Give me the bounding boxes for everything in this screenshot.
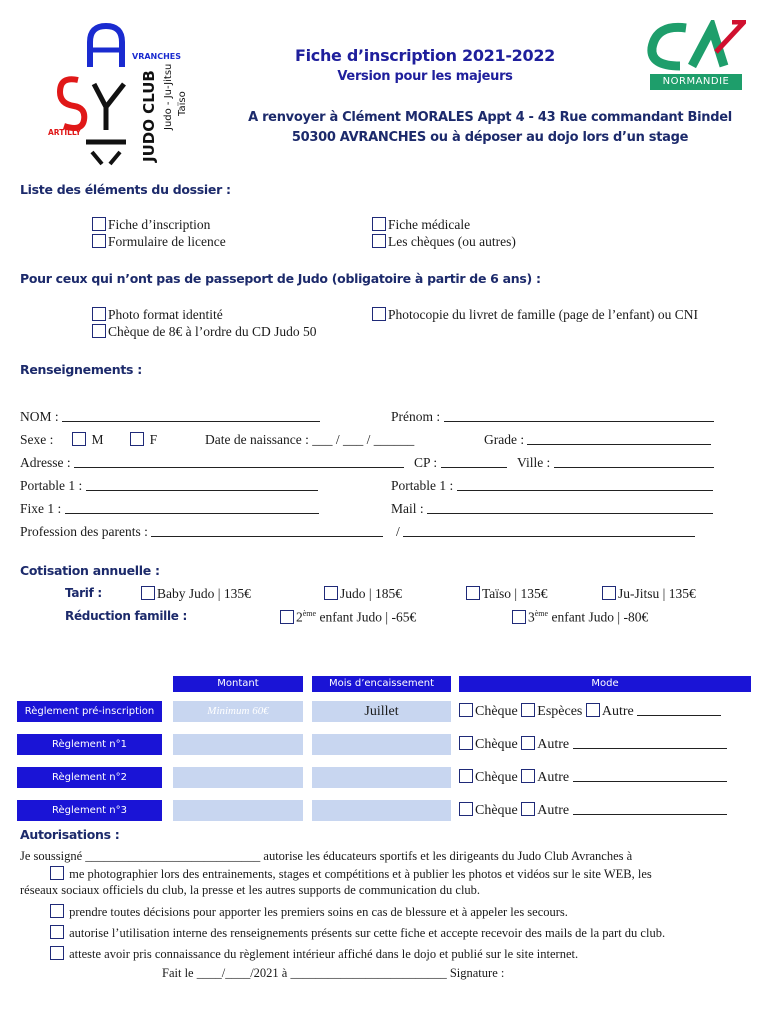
- checkbox[interactable]: [92, 324, 106, 338]
- signature-line[interactable]: Fait le ____/____/2021 à _________________________ Signature :: [162, 966, 505, 980]
- portable1b-field[interactable]: Portable 1 :: [391, 478, 713, 494]
- cheque-checkbox[interactable]: [459, 736, 473, 750]
- reduction-option-2[interactable]: 2ème enfant Judo | -65€: [280, 609, 416, 626]
- checkbox[interactable]: [92, 307, 106, 321]
- autre-input[interactable]: [573, 770, 727, 782]
- prenom-input[interactable]: [444, 410, 714, 422]
- mode-cell[interactable]: Chèque Autre: [459, 734, 751, 755]
- portable1-input[interactable]: [86, 479, 318, 491]
- cheque-checkbox[interactable]: [459, 802, 473, 816]
- ca-logo-name: NORMANDIE: [650, 74, 742, 90]
- cheque-checkbox[interactable]: [459, 703, 473, 717]
- tarif-option[interactable]: Ju-Jitsu | 135€: [602, 586, 696, 602]
- autre-checkbox[interactable]: [521, 769, 535, 783]
- ville-field[interactable]: Ville :: [517, 455, 714, 471]
- checkbox[interactable]: [466, 586, 480, 600]
- reduction-option-3[interactable]: 3ème enfant Judo | -80€: [512, 609, 648, 626]
- autorisations-intro: Je soussigné ____________________________ autorise les éducateurs sportifs et les dirigeants du Judo Club Avranches à: [20, 849, 633, 863]
- autre-input[interactable]: [573, 803, 727, 815]
- checkbox[interactable]: [280, 610, 294, 624]
- montant-cell[interactable]: [173, 767, 303, 788]
- reglement-row-label: Règlement n°3: [17, 800, 162, 821]
- passeport-item[interactable]: Photocopie du livret de famille (page de l’enfant) ou CNI: [372, 307, 698, 323]
- cp-input[interactable]: [441, 456, 507, 468]
- mode-cell[interactable]: Chèque Espèces Autre: [459, 701, 751, 722]
- fixe-field[interactable]: Fixe 1 :: [20, 501, 319, 517]
- autre-checkbox[interactable]: [521, 736, 535, 750]
- grade-field[interactable]: Grade :: [484, 432, 711, 448]
- mois-cell[interactable]: [312, 767, 451, 788]
- naissance-field[interactable]: Date de naissance : ___ / ___ / ______: [205, 432, 415, 447]
- checkbox[interactable]: [324, 586, 338, 600]
- montant-cell[interactable]: Minimum 60€: [173, 701, 303, 722]
- logo-club-name: JUDO CLUB: [140, 70, 158, 162]
- mois-cell[interactable]: Juillet: [312, 701, 451, 722]
- montant-cell[interactable]: [173, 734, 303, 755]
- autorisation-reglement[interactable]: atteste avoir pris connaissance du règlement intérieur affiché dans le dojo et publié sur le site internet.: [50, 946, 578, 962]
- logo-disciplines-1: Judo - Ju-Jitsu: [163, 63, 174, 130]
- logo-bottom-word: ARTILLY: [48, 128, 81, 137]
- profession-input-1[interactable]: [151, 525, 383, 537]
- mois-cell[interactable]: [312, 734, 451, 755]
- profession-field[interactable]: Profession des parents : /: [20, 524, 695, 540]
- dossier-item[interactable]: Les chèques (ou autres): [372, 234, 516, 250]
- autorisation-donnees[interactable]: autorise l’utilisation interne des renseignements présents sur cette fiche et accepte recevoir des mails de la part du club.: [50, 925, 665, 941]
- cotisation-heading: Cotisation annuelle :: [20, 563, 160, 578]
- checkbox[interactable]: [141, 586, 155, 600]
- mode-cell[interactable]: Chèque Autre: [459, 800, 751, 821]
- ville-input[interactable]: [554, 456, 714, 468]
- mail-field[interactable]: Mail :: [391, 501, 713, 517]
- credit-agricole-logo: [646, 20, 746, 90]
- dossier-heading: Liste des éléments du dossier :: [20, 182, 231, 197]
- checkbox[interactable]: [512, 610, 526, 624]
- col-montant-header: Montant: [173, 676, 303, 692]
- mode-cell[interactable]: Chèque Autre: [459, 767, 751, 788]
- col-mode-header: Mode: [459, 676, 751, 692]
- mois-cell[interactable]: [312, 800, 451, 821]
- sexe-field[interactable]: Sexe : M F: [20, 432, 158, 447]
- reglement-row-label: Règlement n°1: [17, 734, 162, 755]
- checkbox[interactable]: [372, 307, 386, 321]
- montant-cell[interactable]: [173, 800, 303, 821]
- autorisations-heading: Autorisations :: [20, 827, 120, 842]
- passeport-heading: Pour ceux qui n’ont pas de passeport de Judo (obligatoire à partir de 6 ans) :: [20, 271, 541, 286]
- checkbox[interactable]: [92, 217, 106, 231]
- portable1b-input[interactable]: [457, 479, 713, 491]
- adresse-field[interactable]: Adresse :: [20, 455, 404, 471]
- club-logo: [40, 12, 210, 172]
- tarif-option[interactable]: Judo | 185€: [324, 586, 402, 602]
- checkbox[interactable]: [372, 217, 386, 231]
- especes-checkbox[interactable]: [521, 703, 535, 717]
- renseignements-heading: Renseignements :: [20, 362, 142, 377]
- autorisation-soins[interactable]: prendre toutes décisions pour apporter les premiers soins en cas de blessure et à appeler les secours.: [50, 904, 568, 920]
- fixe-input[interactable]: [65, 502, 319, 514]
- tarif-label: Tarif :: [65, 586, 102, 600]
- autorisation-photo[interactable]: me photographier lors des entrainements, stages et compétitions et à publier les photos et vidéos sur le site WEB, les: [50, 866, 652, 882]
- reglement-row-label: Règlement pré-inscription: [17, 701, 162, 722]
- checkbox[interactable]: [372, 234, 386, 248]
- page-subtitle: Version pour les majeurs: [337, 69, 513, 84]
- portable1-field[interactable]: Portable 1 :: [20, 478, 318, 494]
- nom-field[interactable]: NOM :: [20, 409, 320, 425]
- passeport-item[interactable]: Photo format identité: [92, 307, 223, 323]
- reduction-label: Réduction famille :: [65, 609, 188, 623]
- logo-top-word: VRANCHES: [132, 52, 182, 61]
- autorisation-photo-cont: réseaux sociaux officiels du club, la presse et les autres supports de communication du club.: [20, 883, 481, 897]
- checkbox[interactable]: [50, 925, 64, 939]
- send-address-line1: A renvoyer à Clément MORALES Appt 4 - 43 Rue commandant Bindel: [248, 110, 732, 125]
- send-address-line2: 50300 AVRANCHES ou à déposer au dojo lors d’un stage: [291, 130, 689, 145]
- tarif-option[interactable]: Taïso | 135€: [466, 586, 548, 602]
- autre-checkbox[interactable]: [521, 802, 535, 816]
- dossier-item[interactable]: Fiche médicale: [372, 217, 470, 233]
- ca-logo-icon: [646, 20, 746, 72]
- checkbox[interactable]: [50, 946, 64, 960]
- nom-input[interactable]: [62, 410, 320, 422]
- reglement-row-label: Règlement n°2: [17, 767, 162, 788]
- logo-disciplines-2: Taïso: [177, 91, 188, 116]
- checkbox[interactable]: [50, 866, 64, 880]
- autre-input[interactable]: [573, 737, 727, 749]
- cheque-checkbox[interactable]: [459, 769, 473, 783]
- col-mois-header: Mois d’encaissement: [312, 676, 451, 692]
- dossier-item[interactable]: Formulaire de licence: [92, 234, 226, 250]
- sexe-f-checkbox[interactable]: [130, 432, 144, 446]
- tarif-option[interactable]: Baby Judo | 135€: [141, 586, 251, 602]
- sexe-m-checkbox[interactable]: [72, 432, 86, 446]
- mail-input[interactable]: [427, 502, 713, 514]
- grade-input[interactable]: [527, 433, 711, 445]
- checkbox[interactable]: [602, 586, 616, 600]
- autre-input[interactable]: [637, 704, 721, 716]
- cp-field[interactable]: CP :: [414, 455, 507, 471]
- prenom-field[interactable]: Prénom :: [391, 409, 714, 425]
- autre-checkbox[interactable]: [586, 703, 600, 717]
- page-title: Fiche d’inscription 2021-2022: [294, 46, 556, 65]
- dossier-item[interactable]: Fiche d’inscription: [92, 217, 210, 233]
- adresse-input[interactable]: [74, 456, 404, 468]
- passeport-item[interactable]: Chèque de 8€ à l’ordre du CD Judo 50: [92, 324, 316, 340]
- profession-input-2[interactable]: [403, 525, 695, 537]
- checkbox[interactable]: [92, 234, 106, 248]
- checkbox[interactable]: [50, 904, 64, 918]
